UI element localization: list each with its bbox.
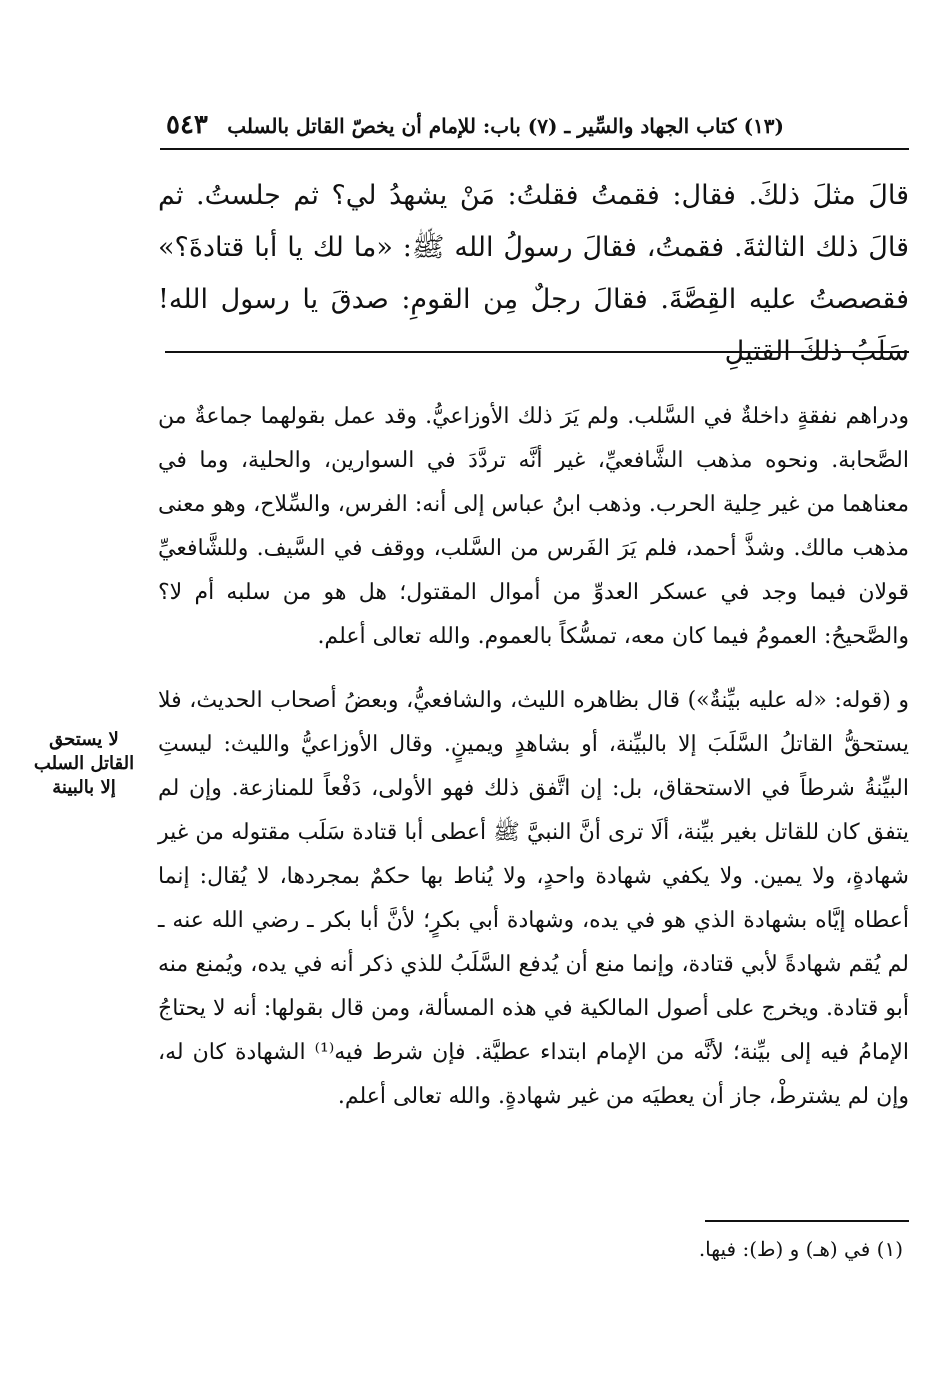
- commentary-block: [158, 395, 909, 1119]
- header-divider: [160, 148, 909, 150]
- margin-note-line: القاتل السلب: [33, 753, 135, 774]
- margin-note-line: لا يستحق: [49, 729, 119, 750]
- margin-note: [14, 728, 154, 800]
- main-divider: [165, 351, 909, 353]
- hadith-text: قالَ مثلَ ذلكَ. فقال: فقمتُ فقلتُ: مَنْ يشهدُ لي؟ ثم جلستُ. ثم قالَ ذلك الثالثةَ. فقمتُ، فقالَ رسولُ الله ﷺ: «ما لك يا أبا قتادةَ؟» فقصصتُ عليه القِصَّةَ. فقالَ رجلٌ مِن القومِ: صدقَ يا رسول الله! سَلَبُ ذلكَ القتيلِ: [158, 180, 909, 367]
- commentary-paragraph-1: ودراهم نفقةٍ داخلةٌ في السَّلب. ولم يَرَ ذلك الأوزاعيُّ. وقد عمل بقولهما جماعةٌ من الصَّحابة. ونحوه مذهب الشَّافعيِّ، غير أنَّه تردَّدَ في السوارين، والحلية، وما في معناهما من غير حِلية الحرب. وذهب ابنُ عباس إلى أنه: الفرس، والسِّلاح، وهو معنى مذهب مالك. وشذَّ أحمد، فلم يَرَ الفَرس من السَّلب، ووقف في السَّيف. وللشَّافعيِّ قولان فيما وجد في عسكر العدوِّ من أموال المقتول؛ هل هو من سلبه أم لا؟ والصَّحيحُ: العمومُ فيما كان معه، تمسُّكاً بالعموم. والله تعالى أعلم.: [158, 404, 909, 649]
- footnote-divider: [705, 1220, 909, 1222]
- page-header: [158, 112, 909, 148]
- running-title: (١٣) كتاب الجهاد والسِّير ـ (٧) باب: للإمام أن يخصّ القاتل بالسلب: [227, 114, 784, 138]
- footnote: (١) في (هـ) و (ط): فيها.: [698, 1237, 903, 1261]
- commentary-paragraph-2: و (قوله: «له عليه بيِّنةٌ») قال بظاهره الليث، والشافعيُّ، وبعضُ أصحاب الحديث، فلا يستحقُّ القاتلُ السَّلَبَ إلا بالبيِّنة، أو بشاهدٍ ويمينٍ. وقال الأوزاعيُّ والليث: ليستِ البيِّنةُ شرطاً في الاستحقاق، بل: إن اتَّفق ذلك فهو الأولى، دَفْعاً للمنازعة. وإن لم يتفق كان للقاتل بغير بيِّنة، ألَا ترى أنَّ النبيَّ ﷺ أعطى أبا قتادة سَلَب مقتوله من غير شهادةٍ، ولا يمين. ولا يكفي شهادة واحدٍ، ولا يُناط بها حكمٌ بمجردها، لا يُقال: إنما أعطاه إيَّاه بشهادة الذي هو في يده، وشهادة أبي بكرٍ؛ لأنَّ أبا بكر ـ رضي الله عنه ـ لم يُقم شهادةً لأبي قتادة، وإنما منع أن يُدفع السَّلَبُ للذي ذكر أنه في يده، ويُمنع منه أبو قتادة. ويخرج على أصول المالكية في هذه المسألة، ومن قال بقولها: أنه لا يحتاجُ الإمامُ فيه إلى بيِّنة؛ لأنَّه من الإمام ابتداء عطيَّة. فإن شرط فيه⁽¹⁾ الشهادة كان له، وإن لم يشترطْ، جاز أن يعطيَه من غير شهادةٍ. والله تعالى أعلم.: [158, 688, 909, 1109]
- page-number: ٥٤٣: [166, 110, 208, 140]
- margin-note-line: إلا بالبينة: [52, 777, 116, 798]
